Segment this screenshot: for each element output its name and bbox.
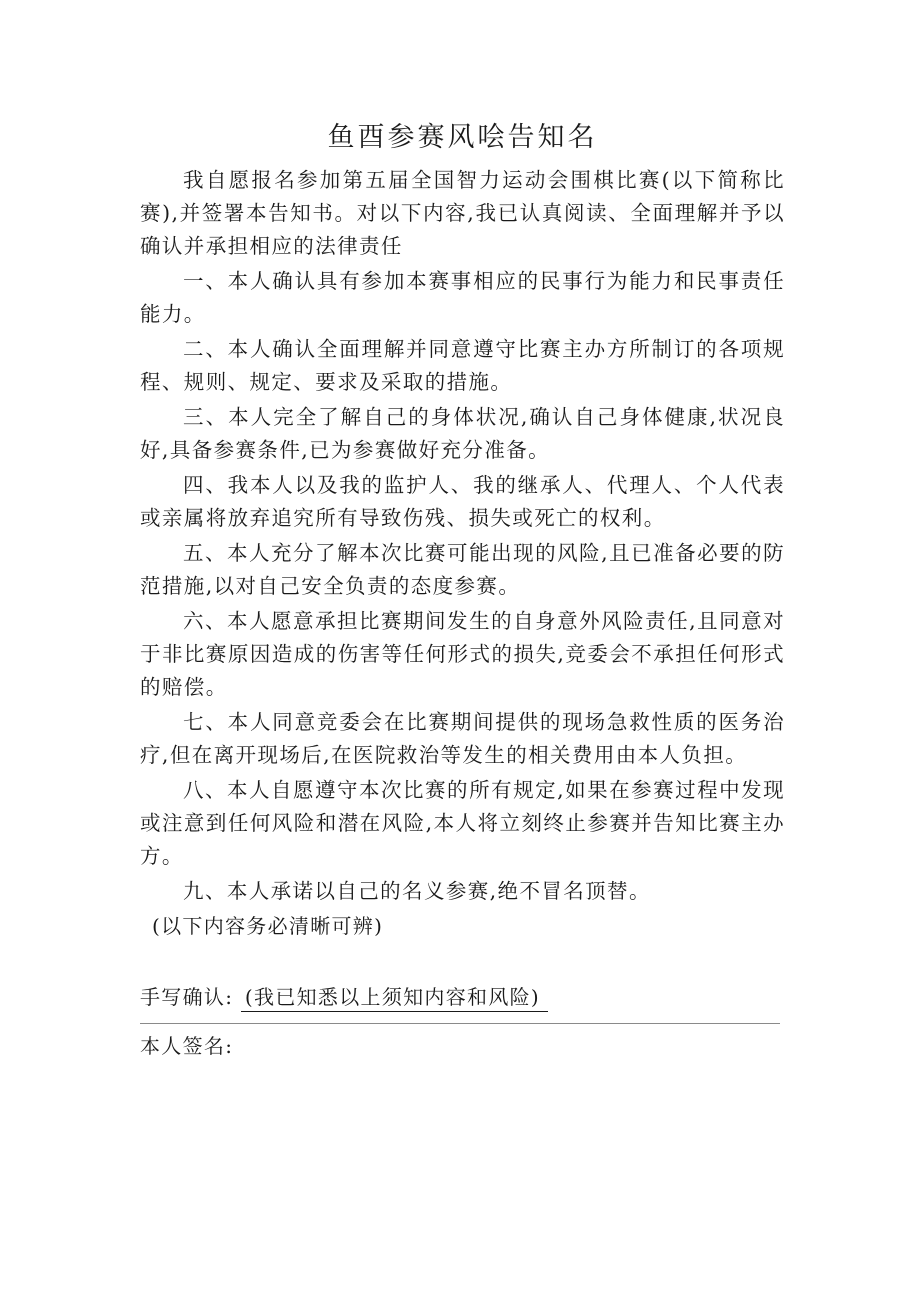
clause-4: 四、我本人以及我的监护人、我的继承人、代理人、个人代表或亲属将放弃追究所有导致伤残、损失或死亡的权利。 bbox=[140, 473, 785, 530]
signature-label: 本人签名: bbox=[140, 1034, 234, 1058]
confirm-label: 手写确认: bbox=[140, 985, 234, 1009]
clause-9: 九、本人承诺以自己的名义参赛,绝不冒名顶替。 bbox=[183, 879, 651, 903]
handwritten-confirm-row bbox=[140, 981, 785, 1013]
document-title: 鱼酉参赛风哙告知名 bbox=[327, 122, 598, 153]
clause-7: 七、本人同意竞委会在比赛期间提供的现场急救性质的医务治疗,但在离开现场后,在医院救治等发生的相关费用由本人负担。 bbox=[140, 710, 785, 767]
waiver-document bbox=[140, 118, 785, 1062]
confirm-divider-line bbox=[140, 1023, 780, 1024]
clause-2: 二、本人确认全面理解并同意遵守比赛主办方所制订的各项规程、规则、规定、要求及采取的措施。 bbox=[140, 337, 785, 394]
intro-paragraph: 我自愿报名参加第五届全国智力运动会围棋比赛(以下简称比赛),并签署本告知书。对以下内容,我已认真阅读、全面理解并予以确认并承担相应的法律责任 bbox=[140, 168, 785, 258]
clause-8: 八、本人自愿遵守本次比赛的所有规定,如果在参赛过程中发现或注意到任何风险和潜在风险,本人将立刻终止参赛并告知比赛主办方。 bbox=[140, 778, 785, 868]
signature-row[interactable] bbox=[140, 1030, 785, 1062]
clause-1: 一、本人确认具有参加本赛事相应的民事行为能力和民事责任能力。 bbox=[140, 269, 785, 326]
legibility-note: (以下内容务必清晰可辨) bbox=[152, 914, 384, 938]
clause-3: 三、本人完全了解自己的身体状况,确认自己身体健康,状况良好,具备参赛条件,已为参赛做好充分准备。 bbox=[140, 405, 785, 462]
confirm-text-field[interactable]: (我已知悉以上须知内容和风险) bbox=[241, 983, 548, 1012]
clause-5: 五、本人充分了解本次比赛可能出现的风险,且已准备必要的防范措施,以对自己安全负责的态度参赛。 bbox=[140, 541, 785, 598]
clause-6: 六、本人愿意承担比赛期间发生的自身意外风险责任,且同意对于非比赛原因造成的伤害等任何形式的损失,竞委会不承担任何形式的赔偿。 bbox=[140, 609, 785, 699]
